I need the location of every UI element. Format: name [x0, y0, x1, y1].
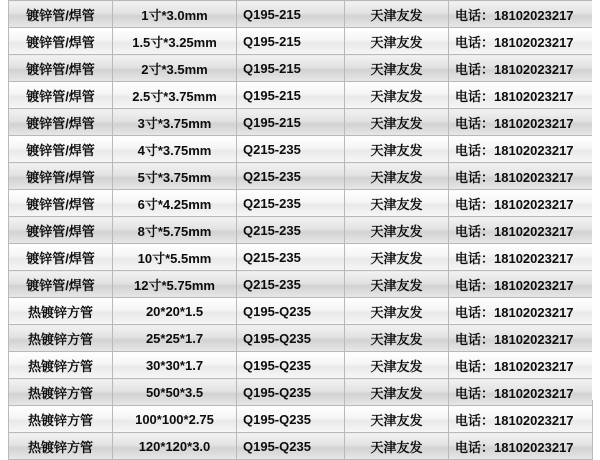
- cell-contact: 电话：18102023217: [449, 379, 593, 406]
- cell-spec: 2.5寸*3.75mm: [113, 82, 237, 109]
- cell-name: 镀锌管/焊管: [9, 55, 113, 82]
- cell-origin: 天津友发: [345, 433, 449, 460]
- table-row: [9, 271, 593, 298]
- cell-spec: 50*50*3.5: [113, 379, 237, 406]
- cell-contact: 电话：18102023217: [449, 406, 593, 433]
- cell-origin: 天津友发: [345, 325, 449, 352]
- cell-origin: 天津友发: [345, 244, 449, 271]
- cell-contact: 电话：18102023217: [449, 55, 593, 82]
- cell-spec: 10寸*5.5mm: [113, 244, 237, 271]
- cell-grade: Q215-235: [237, 271, 345, 298]
- cell-spec: 20*20*1.5: [113, 298, 237, 325]
- cell-name: 热镀锌方管: [9, 406, 113, 433]
- price-table-container: [8, 0, 592, 455]
- right-margin: [592, 0, 600, 400]
- table-row: [9, 55, 593, 82]
- cell-name: 镀锌管/焊管: [9, 217, 113, 244]
- table-row: [9, 352, 593, 379]
- cell-grade: Q195-215: [237, 28, 345, 55]
- product-price-table: [8, 0, 593, 460]
- cell-grade: Q195-215: [237, 55, 345, 82]
- cell-grade: Q215-235: [237, 136, 345, 163]
- cell-name: 热镀锌方管: [9, 433, 113, 460]
- cell-contact: 电话：18102023217: [449, 28, 593, 55]
- cell-spec: 30*30*1.7: [113, 352, 237, 379]
- table-row: [9, 82, 593, 109]
- table-row: [9, 136, 593, 163]
- cell-grade: Q215-235: [237, 244, 345, 271]
- table-row: [9, 217, 593, 244]
- cell-origin: 天津友发: [345, 55, 449, 82]
- cell-name: 热镀锌方管: [9, 325, 113, 352]
- cell-contact: 电话：18102023217: [449, 136, 593, 163]
- cell-grade: Q195-Q235: [237, 352, 345, 379]
- cell-name: 镀锌管/焊管: [9, 136, 113, 163]
- cell-name: 镀锌管/焊管: [9, 163, 113, 190]
- cell-spec: 100*100*2.75: [113, 406, 237, 433]
- left-margin: [0, 0, 8, 400]
- cell-origin: 天津友发: [345, 163, 449, 190]
- cell-origin: 天津友发: [345, 190, 449, 217]
- cell-origin: 天津友发: [345, 379, 449, 406]
- cell-spec: 4寸*3.75mm: [113, 136, 237, 163]
- cell-grade: Q195-215: [237, 1, 345, 28]
- cell-origin: 天津友发: [345, 406, 449, 433]
- cell-name: 镀锌管/焊管: [9, 244, 113, 271]
- table-row: [9, 325, 593, 352]
- cell-name: 热镀锌方管: [9, 379, 113, 406]
- cell-name: 镀锌管/焊管: [9, 190, 113, 217]
- cell-origin: 天津友发: [345, 109, 449, 136]
- cell-grade: Q215-235: [237, 163, 345, 190]
- table-row: [9, 190, 593, 217]
- cell-spec: 2寸*3.5mm: [113, 55, 237, 82]
- cell-origin: 天津友发: [345, 298, 449, 325]
- cell-name: 镀锌管/焊管: [9, 271, 113, 298]
- table-row: [9, 28, 593, 55]
- cell-contact: 电话：18102023217: [449, 190, 593, 217]
- cell-grade: Q195-Q235: [237, 379, 345, 406]
- cell-grade: Q215-235: [237, 217, 345, 244]
- cell-spec: 1.5寸*3.25mm: [113, 28, 237, 55]
- cell-spec: 8寸*5.75mm: [113, 217, 237, 244]
- cell-spec: 6寸*4.25mm: [113, 190, 237, 217]
- cell-contact: 电话：18102023217: [449, 1, 593, 28]
- cell-contact: 电话：18102023217: [449, 271, 593, 298]
- cell-contact: 电话：18102023217: [449, 163, 593, 190]
- cell-grade: Q195-215: [237, 82, 345, 109]
- cell-spec: 25*25*1.7: [113, 325, 237, 352]
- cell-grade: Q195-Q235: [237, 433, 345, 460]
- cell-spec: 1寸*3.0mm: [113, 1, 237, 28]
- cell-origin: 天津友发: [345, 136, 449, 163]
- table-body: [9, 1, 593, 460]
- cell-name: 镀锌管/焊管: [9, 1, 113, 28]
- table-row: [9, 406, 593, 433]
- table-row: [9, 433, 593, 460]
- cell-contact: 电话：18102023217: [449, 298, 593, 325]
- cell-contact: 电话：18102023217: [449, 109, 593, 136]
- cell-name: 镀锌管/焊管: [9, 109, 113, 136]
- cell-contact: 电话：18102023217: [449, 82, 593, 109]
- cell-name: 热镀锌方管: [9, 298, 113, 325]
- table-row: [9, 379, 593, 406]
- cell-spec: 5寸*3.75mm: [113, 163, 237, 190]
- cell-origin: 天津友发: [345, 271, 449, 298]
- cell-grade: Q215-235: [237, 190, 345, 217]
- cell-contact: 电话：18102023217: [449, 433, 593, 460]
- cell-grade: Q195-Q235: [237, 406, 345, 433]
- cell-grade: Q195-Q235: [237, 325, 345, 352]
- cell-spec: 3寸*3.75mm: [113, 109, 237, 136]
- cell-spec: 12寸*5.75mm: [113, 271, 237, 298]
- cell-contact: 电话：18102023217: [449, 244, 593, 271]
- cell-name: 镀锌管/焊管: [9, 82, 113, 109]
- cell-origin: 天津友发: [345, 28, 449, 55]
- cell-name: 镀锌管/焊管: [9, 28, 113, 55]
- cell-origin: 天津友发: [345, 352, 449, 379]
- table-row: [9, 244, 593, 271]
- cell-origin: 天津友发: [345, 1, 449, 28]
- cell-grade: Q195-215: [237, 109, 345, 136]
- table-row: [9, 109, 593, 136]
- cell-origin: 天津友发: [345, 82, 449, 109]
- cell-name: 热镀锌方管: [9, 352, 113, 379]
- cell-contact: 电话：18102023217: [449, 217, 593, 244]
- table-row: [9, 298, 593, 325]
- cell-origin: 天津友发: [345, 217, 449, 244]
- cell-contact: 电话：18102023217: [449, 325, 593, 352]
- cell-contact: 电话：18102023217: [449, 352, 593, 379]
- table-row: [9, 163, 593, 190]
- table-row: [9, 1, 593, 28]
- cell-spec: 120*120*3.0: [113, 433, 237, 460]
- cell-grade: Q195-Q235: [237, 298, 345, 325]
